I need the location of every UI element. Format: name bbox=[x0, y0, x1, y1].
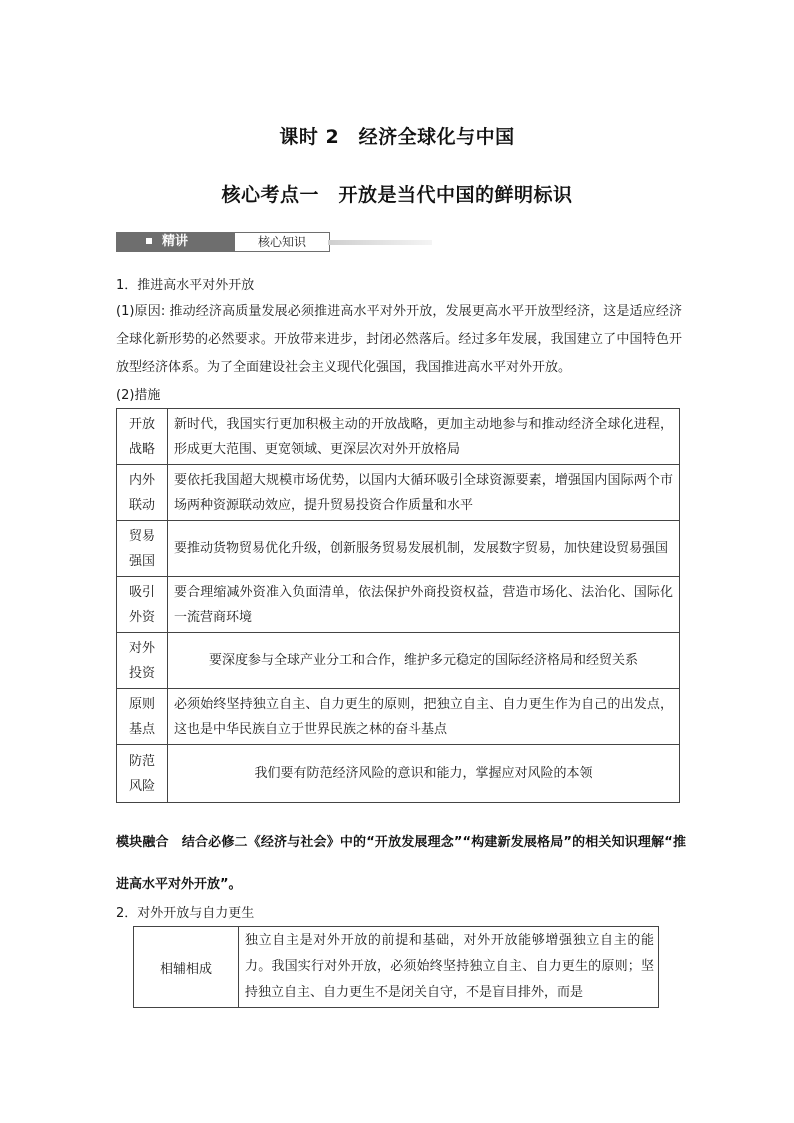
table-row bbox=[117, 465, 680, 521]
row-key: 贸易 强国 bbox=[117, 521, 168, 577]
table-row bbox=[117, 409, 680, 465]
row-value: 新时代，我国实行更加积极主动的开放战略，更加主动地参与和推动经济全球化进程，形成更大范围、更宽领域、更深层次对外开放格局 bbox=[168, 409, 680, 465]
row-key: 内外 联动 bbox=[117, 465, 168, 521]
table-row bbox=[117, 633, 680, 689]
banner-left-label: 精讲 bbox=[162, 234, 189, 249]
point2-heading: 2．对外开放与自力更生 bbox=[116, 906, 255, 921]
row-key: 对外 投资 bbox=[117, 633, 168, 689]
table-row bbox=[117, 689, 680, 745]
row-value: 要推动货物贸易优化升级，创新服务贸易发展机制，发展数字贸易，加快建设贸易强国 bbox=[168, 521, 680, 577]
measures-label: (2)措施 bbox=[116, 388, 161, 403]
row-value: 要依托我国超大规模市场优势，以国内大循环吸引全球资源要素，增强国内国际两个市场两种资源联动效应，提升贸易投资合作质量和水平 bbox=[168, 465, 680, 521]
section-banner bbox=[116, 232, 432, 254]
banner-right-label: 核心知识 bbox=[234, 232, 330, 252]
table-row bbox=[117, 577, 680, 633]
row-key: 原则 基点 bbox=[117, 689, 168, 745]
table-row bbox=[117, 745, 680, 803]
square-bullet-icon bbox=[146, 238, 152, 244]
row-value: 我们要有防范经济风险的意识和能力，掌握应对风险的本领 bbox=[168, 745, 680, 803]
row-value: 要深度参与全球产业分工和合作，维护多元稳定的国际经济格局和经贸关系 bbox=[168, 633, 680, 689]
table-row bbox=[134, 927, 659, 1008]
point1-reason-paragraph: (1)原因: 推动经济高质量发展必须推进高水平对外开放，发展更高水平开放型经济，这是适应经济全球化新形势的必然要求。开放带来进步，封闭必然落后。经过多年发展，我国建立了中国特色开放型经济体系。为了全面建设社会主义现代化强国，我国推进高水平对外开放。 bbox=[116, 304, 682, 375]
point1-heading: 1．推进高水平对外开放 bbox=[116, 278, 255, 293]
section-title: 核心考点一 开放是当代中国的鲜明标识 bbox=[221, 184, 573, 206]
relation-table bbox=[133, 926, 659, 1008]
row-key: 开放 战略 bbox=[117, 409, 168, 465]
module-note: 模块融合 结合必修二《经济与社会》中的“开放发展理念”“构建新发展格局”的相关知识理解“推进高水平对外开放”。 bbox=[116, 835, 686, 892]
banner-tag bbox=[116, 232, 234, 252]
measures-table bbox=[116, 408, 680, 803]
row-value: 要合理缩减外资准入负面清单，依法保护外商投资权益，营造市场化、法治化、国际化一流营商环境 bbox=[168, 577, 680, 633]
row-value: 必须始终坚持独立自主、自力更生的原则，把独立自主、自力更生作为自己的出发点，这也是中华民族自立于世界民族之林的奋斗基点 bbox=[168, 689, 680, 745]
row-value: 独立自主是对外开放的前提和基础，对外开放能够增强独立自主的能力。我国实行对外开放，必须始终坚持独立自主、自力更生的原则；坚持独立自主、自力更生不是闭关自守，不是盲目排外，而是 bbox=[239, 927, 659, 1008]
lesson-title: 课时 2 经济全球化与中国 bbox=[279, 126, 515, 148]
row-key: 相辅相成 bbox=[134, 927, 239, 1008]
row-key: 吸引 外资 bbox=[117, 577, 168, 633]
table-row bbox=[117, 521, 680, 577]
banner-divider bbox=[328, 240, 432, 245]
row-key: 防范 风险 bbox=[117, 745, 168, 803]
